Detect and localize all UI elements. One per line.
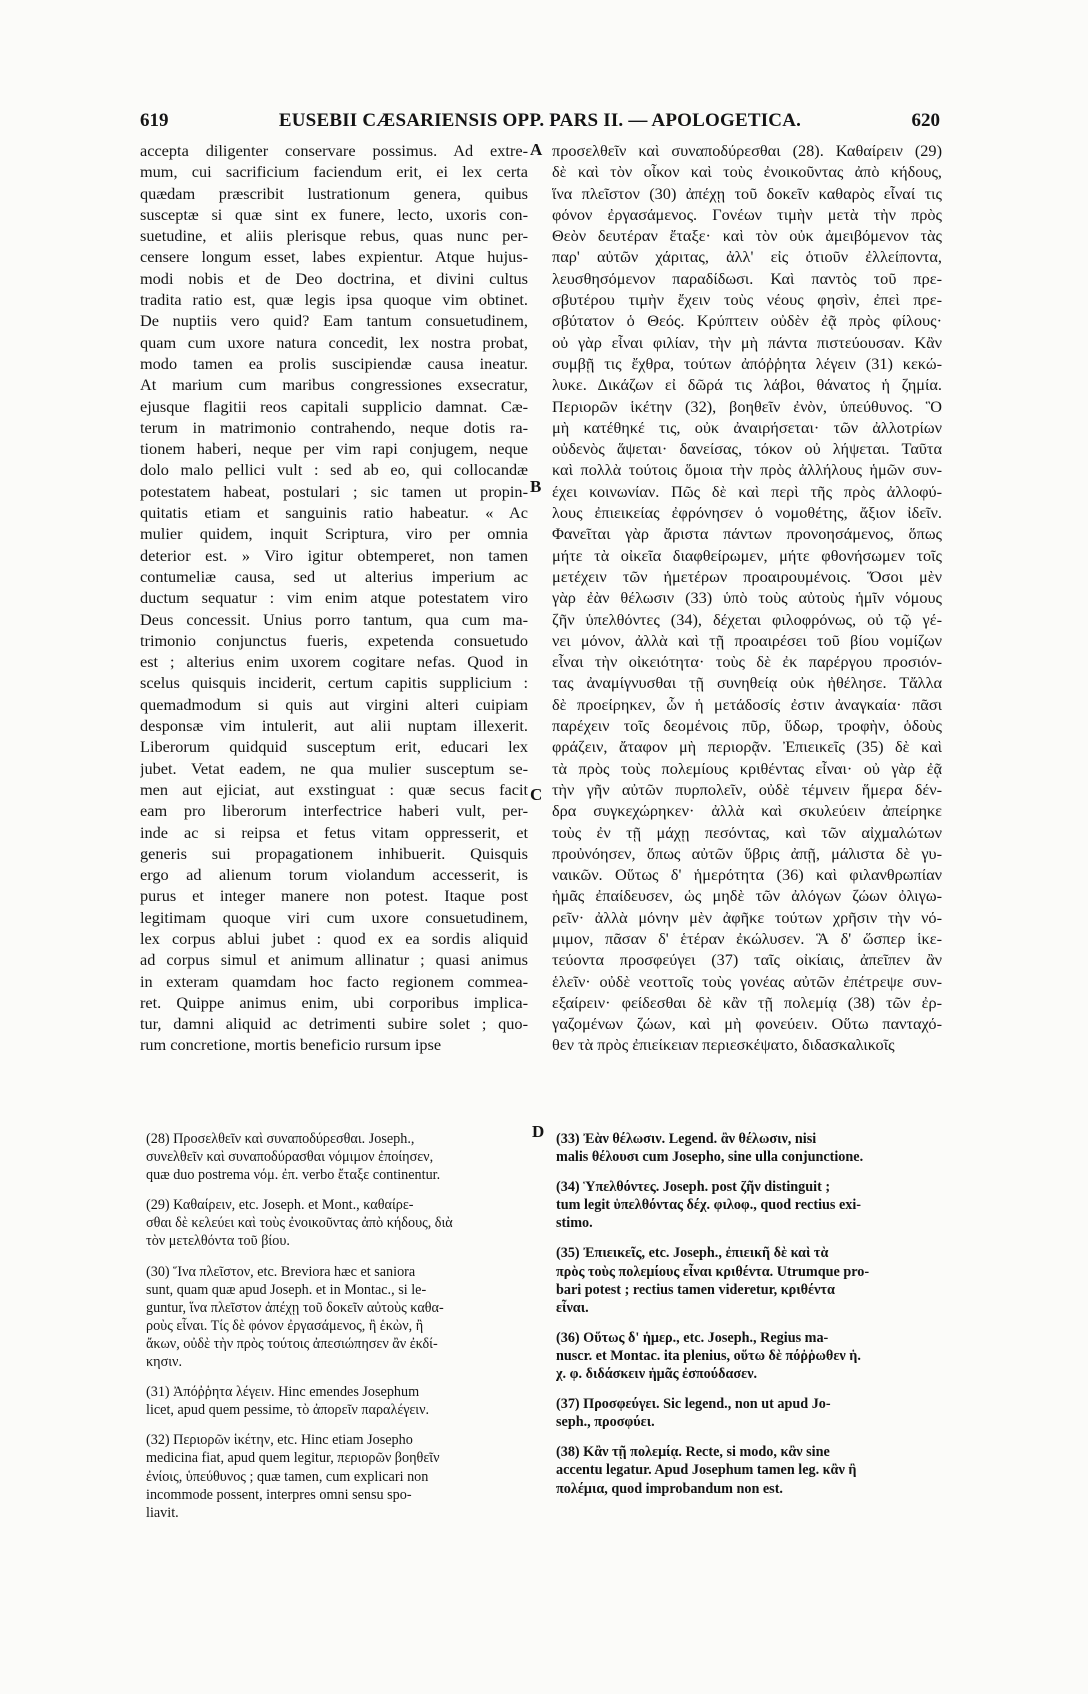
note-gap bbox=[556, 1431, 942, 1443]
note-gap bbox=[556, 1166, 942, 1178]
text-line: tur, damni aliquid ac detrimenti subire solet ; quo- bbox=[140, 1014, 528, 1034]
text-line: censere longum esset, labes expientur. Atque hujus- bbox=[140, 247, 528, 267]
footnote-line: ροὺς εἶναι. Τίς δὲ φόνον ἐργασάμενος, ἢ ἑκὼν, ἢ bbox=[146, 1317, 424, 1334]
text-line: ἑλεῖν· οὐδὲ νεοττοῖς τοὺς γονέας αὐτῶν ἐπέτρεψε συν- bbox=[552, 971, 942, 991]
text-line: προὐνόησεν, ὅπως αὐτῶν ὕβρις ἀπῇ, μάλιστα δὲ γυ- bbox=[552, 843, 942, 863]
section-marker-b: B bbox=[530, 477, 542, 496]
text-line: λους ἐπιεικείας ἐφρόνησεν ὁ νομοθέτης, ἄξιον ἰδεῖν. bbox=[552, 503, 942, 523]
footnote-line: stimo. bbox=[556, 1215, 593, 1232]
text-line: ναικῶν. Οὕτως δ' ἡμερότητα (36) καὶ φιλανθρωπίαν bbox=[552, 865, 942, 885]
text-line: lex corpus ablui jubet : quod ex ea sordis aliquid bbox=[140, 928, 528, 948]
text-line: έχει κοινωνίαν. Πῶς δὲ καὶ περὶ τῆς πρὸς ἀλλοφύ- bbox=[552, 481, 942, 501]
footnote-line: (36) Οὕτως δ' ἡμερ., etc. Joseph., Regius ma- bbox=[556, 1329, 829, 1346]
text-line: tionem haberi, neque per vim rapi conjugem, neque bbox=[140, 439, 528, 459]
text-line: dolo malo pellici vult : sed ab eo, qui collocandæ bbox=[140, 460, 528, 480]
footnote-line: sunt, quam quæ apud Joseph. et in Montac., si le- bbox=[146, 1281, 427, 1298]
footnote-line: medicina fiat, apud quem legitur, περιορῶν βοηθεῖν bbox=[146, 1450, 440, 1467]
footnote-line: seph., προσφύει. bbox=[556, 1414, 655, 1431]
footnote-line: liavit. bbox=[146, 1504, 179, 1521]
text-line: jubet. Vetat eadem, ne qua mulier susceptum se- bbox=[140, 758, 528, 778]
text-line: εἶναι τὴν οἰκειότητα· τοὺς δὲ ἐκ παρέργου προσιόν- bbox=[552, 652, 942, 672]
page-number-left: 619 bbox=[140, 110, 169, 131]
text-line: τεύοντα προσφεύγει (37) ταῖς οἰκίαις, ἀπεῖπεν ἂν bbox=[552, 950, 942, 970]
text-line: νει μόνον, ἀλλὰ καὶ τῇ προαιρέσει τοῦ βίου νομίζων bbox=[552, 630, 942, 650]
text-line: οὐ γὰρ εἶναι φιλίαν, τὴν μὴ πάντα πιστεύουσαν. Κἂν bbox=[552, 332, 942, 352]
text-line: παρέχειν τοῖς δεομένοις πῦρ, ὕδωρ, τροφὴν, ὁδοὺς bbox=[552, 716, 942, 736]
text-line: men aut ejiciat, aut exstinguat : quæ secus facit bbox=[140, 779, 528, 799]
text-line: μὴ κατέθηκέ τις, οὐκ ἀναιρήσεται· τῶν ἀλλοτρίων bbox=[552, 417, 942, 437]
text-line: Θεὸν δευτέραν ἔταξε· καὶ τὸν οὐκ ἀμειβόμενον τὰς bbox=[552, 226, 942, 246]
text-line: λευσθησόμενον παραδίδωσι. Καὶ παντὸς τοῦ πρε- bbox=[552, 268, 942, 288]
footnote-line: (38) Κἂν τῇ πολεμίᾳ. Recte, si modo, κἂν sine bbox=[556, 1444, 830, 1461]
text-line: modo tamen ea prolis suscipiendæ causa ineatur. bbox=[140, 353, 528, 373]
footnote bbox=[146, 1196, 530, 1250]
footnote-line: (29) Καθαίρειν, etc. Joseph. et Mont., καθαίρε- bbox=[146, 1197, 414, 1214]
footnotes-left bbox=[146, 1130, 530, 1522]
text-line: γὰρ ἐὰν θέλωσιν (33) ὑπὸ τοὺς αὐτοὺς ἡμῖν νόμους bbox=[552, 588, 942, 608]
text-line: inde ac si reipsa et fetus vitam oppresserit, et bbox=[140, 822, 528, 842]
footnote-line: πολέμια, quod improbandum non est. bbox=[556, 1480, 783, 1497]
text-line: quitatis etiam et sanguinis ratio habeatur. « Ac bbox=[140, 503, 528, 523]
footnote-line: nuscr. et Montac. ita plenius, οὕτω δὲ πόῤῥωθεν ἡ. bbox=[556, 1347, 861, 1364]
text-line: generis sui propagationem inhibuerit. Quisquis bbox=[140, 843, 528, 863]
text-line: δρα συγκεχώρηκεν· ἀλλὰ καὶ σκυλεύειν ἀπείρηκε bbox=[552, 801, 942, 821]
footnote bbox=[146, 1263, 530, 1372]
note-gap bbox=[556, 1232, 942, 1244]
text-line: γαζομένων ζώων, καὶ μὴ φονεύειν. Οὕτω πανταχό- bbox=[552, 1014, 942, 1034]
text-line: legitimam quoque viri cum uxore consuetudinem, bbox=[140, 907, 528, 927]
text-line: in exteram quamdam hoc facto regionem commea- bbox=[140, 971, 528, 991]
text-line: συμβῇ τις ἔχθρα, τούτων ἀπόῤῥητα λέγειν (31) κεκώ- bbox=[552, 353, 942, 373]
footnote-line: licet, apud quem pessime, τὸ ἀπορεῖν παραλέγειν. bbox=[146, 1402, 430, 1419]
footnote-line: bari potest ; rectius tamen videretur, κριθέντα bbox=[556, 1281, 835, 1298]
footnote-line: ἐνίοις, ὑπεύθυνος ; quæ tamen, cum explicari non bbox=[146, 1468, 429, 1485]
text-line: φράζειν, ἄταφον μὴ περιορᾷν. Ἐπιεικεῖς (35) δὲ καὶ bbox=[552, 737, 942, 757]
section-marker-d: D bbox=[532, 1122, 545, 1141]
footnote-line: σθαι δὲ κελεύει καὶ τοὺς ἐνοικοῦντας ἀπὸ κήδους, διὰ bbox=[146, 1215, 453, 1232]
footnote-line: συνελθεῖν καὶ συναποδύρασθαι νόμιμον ἐποίησεν, bbox=[146, 1149, 434, 1166]
text-line: quædam præscribit lustrationum genera, quibus bbox=[140, 183, 528, 203]
footnotes-right bbox=[556, 1130, 942, 1498]
note-gap bbox=[146, 1251, 530, 1263]
text-line: deterior est. » Viro igitur obtemperet, non tamen bbox=[140, 545, 528, 565]
text-line: purus et integer manere non potest. Itaque post bbox=[140, 886, 528, 906]
text-line: τὴν γῆν αὐτῶν πυρπολεῖν, οὐδὲ τέμνειν ἥμερα δέν- bbox=[552, 779, 942, 799]
text-line: tradita ratio est, quæ legis ipsa quoque vim obtinet. bbox=[140, 290, 528, 310]
section-marker-c: C bbox=[530, 785, 543, 804]
text-line: τοὺς ἐν τῇ μάχῃ πεσόντας, καὶ τῶν αἰχμαλώτων bbox=[552, 822, 942, 842]
footnote-line: τὸν μετελθόντα τοῦ βίου. bbox=[146, 1233, 290, 1250]
text-line: quemadmodum si quis aut virgini alteri cuipiam bbox=[140, 694, 528, 714]
text-line: δὲ καὶ τὸν οἶκον καὶ τοὺς ἐνοικοῦντας ἀπὸ κήδους, bbox=[552, 162, 942, 182]
text-line: trimonio conjunctus fueris, expetenda consuetudo bbox=[140, 630, 528, 650]
text-line: Deus concessit. Unius porro tantum, qua cum ma- bbox=[140, 609, 528, 629]
footnote-line: incommode possent, interpres omni sensu spo- bbox=[146, 1486, 412, 1503]
text-line: μιμον, πᾶσαν δ' ἑτέραν ἐκώλυσεν. Ἃ δ' ὥσπερ ἱκε- bbox=[552, 928, 942, 948]
text-line: εξαίρειν· φείδεσθαι δὲ κἂν τῇ πολεμίᾳ (38) τῶν ἐρ- bbox=[552, 992, 942, 1012]
text-line: rum concretione, mortis beneficio rursum ipse bbox=[140, 1035, 442, 1055]
text-line: ζῆν ὑπελθόντες (34), δέχεται φιλοφρόνως, οὐ τῷ γέ- bbox=[552, 609, 942, 629]
text-line: terum in matrimonio contrahendo, neque dotis ra- bbox=[140, 417, 528, 437]
page-header bbox=[140, 110, 940, 140]
text-line: mum, cui sacrificium faciendum erit, ei lex certa bbox=[140, 162, 528, 182]
text-line: suetudine, et aliis plerisque rebus, quas nunc per- bbox=[140, 226, 528, 246]
text-line: προσελθεῖν καὶ συναποδύρεσθαι (28). Καθαίρειν (29) bbox=[552, 141, 942, 160]
text-line: desponsæ vim intulerit, aut alii nuptam illexerit. bbox=[140, 716, 528, 736]
footnote bbox=[556, 1244, 942, 1316]
footnote-line: χ. φ. διδάσκειν ἡμᾶς ἐσπούδασεν. bbox=[556, 1366, 758, 1383]
footnote bbox=[146, 1383, 530, 1419]
footnote bbox=[556, 1395, 942, 1431]
footnote bbox=[556, 1130, 942, 1166]
footnote-line: (31) Ἀπόῤῥητα λέγειν. Hinc emendes Josephum bbox=[146, 1384, 420, 1401]
text-line: οὐδενὸς ἅψεται· δανείσας, τόκον οὐ λήψεται. Ταῦτα bbox=[552, 439, 942, 459]
text-line: θεν τὰ πρὸς ἐπιείκειαν περιεσκέψατο, διδασκαλικοῖς bbox=[552, 1035, 895, 1055]
section-marker-a: A bbox=[530, 140, 543, 159]
greek-column bbox=[552, 140, 942, 1056]
footnote bbox=[146, 1431, 530, 1521]
text-line: Liberorum quidquid susceptum erit, educari lex bbox=[140, 737, 528, 757]
footnote-line: (34) Ὑπελθόντες. Joseph. post ζῆν distinguit ; bbox=[556, 1179, 831, 1196]
note-gap bbox=[556, 1383, 942, 1395]
text-line: accepta diligenter conservare possimus. Ad extre- bbox=[140, 141, 528, 160]
text-line: σβυτέρου τιμὴν ἔχειν τοὺς νέους φησὶν, ἐπεὶ πρε- bbox=[552, 290, 942, 310]
text-line: At marium cum maribus congressiones exsecratur, bbox=[140, 375, 528, 395]
text-line: scelus quisquis inciderit, certum capitis supplicium : bbox=[140, 673, 528, 693]
footnote-line: (35) Ἐπιεικεῖς, etc. Joseph., ἐπιεικῆ δὲ καὶ τὰ bbox=[556, 1245, 829, 1262]
note-gap bbox=[146, 1419, 530, 1431]
footnote-line: (37) Προσφεύγει. Sic legend., non ut apud Jo- bbox=[556, 1396, 831, 1413]
footnote-line: tum legit ὑπελθόντας δέχ. φιλοφ., quod rectius exi- bbox=[556, 1197, 862, 1214]
footnote bbox=[556, 1443, 942, 1497]
note-gap bbox=[556, 1317, 942, 1329]
text-line: Περιορῶν ἱκέτην (32), βοηθεῖν ἐνὸν, ὑπεύθυνος. Ὃ bbox=[552, 396, 942, 416]
text-line: mulier quidem, inquit Scriptura, viro per omnia bbox=[140, 524, 528, 544]
text-line: modi nobis et de Deo doctrina, et divini cultus bbox=[140, 268, 528, 288]
footnote-line: (30) Ἵνα πλεῖστον, etc. Breviora hæc et saniora bbox=[146, 1263, 416, 1280]
page-number-right: 620 bbox=[911, 110, 940, 131]
text-line: ductum sequatur : vim enim atque potestatem viro bbox=[140, 588, 528, 608]
text-line: μετέχειν τῶν ἡμετέρων προαιρουμένοις. Ὅσοι μὲν bbox=[552, 566, 942, 586]
footnote-line: εἶναι. bbox=[556, 1299, 589, 1316]
footnote-line: malis θέλουσι cum Josepho, sine ulla conjunctione. bbox=[556, 1149, 864, 1166]
text-line: potestatem habeat, postulari ; sic tamen ut propin- bbox=[140, 481, 528, 501]
footnote bbox=[556, 1329, 942, 1383]
text-line: λυκε. Δικάζων εἰ δῶρά τις λάβοι, θάνατος ἡ ζημία. bbox=[552, 375, 942, 395]
footnote bbox=[556, 1178, 942, 1232]
text-line: τὰ πρὸς τοὺς πολεμίους κριθέντας εἶναι· οὐ γὰρ ἐᾷ bbox=[552, 758, 942, 778]
text-line: ρεῖν· ἀλλὰ μόνην μὲν ἀφῆκε τούτων χρῆσιν τὴν νό- bbox=[552, 907, 942, 927]
text-line: δὲ προείρηκεν, ὧν ἡ μετάδοσίς ἐστιν ἀναγκαία· πᾶσι bbox=[552, 694, 942, 714]
text-line: eam pro liberorum interfectrice haberi vult, per- bbox=[140, 801, 528, 821]
text-line: ret. Quippe animus enim, ubi corporibus implica- bbox=[140, 992, 528, 1012]
text-line: φόνον ἐργασάμενος. Γονέων τιμὴν μετὰ τὴν πρὸς bbox=[552, 204, 942, 224]
footnote-line: (32) Περιορῶν ἱκέτην, etc. Hinc etiam Josepho bbox=[146, 1432, 413, 1449]
text-line: ἡμᾶς ἐπαίδευσεν, ὡς μηδὲ τῶν ἀλόγων ζώων ὀλιγω- bbox=[552, 886, 942, 906]
text-line: μήτε τὰ οἰκεῖα διαφθείρωμεν, μήτε φθονήσωμεν τοῖς bbox=[552, 545, 942, 565]
text-line: σβύτατον ὁ Θεός. Κρύπτειν οὐδὲν ἐᾷ πρὸς φίλους· bbox=[552, 311, 942, 331]
text-line: De nuptiis vero quid? Eam tantum consuetudinem, bbox=[140, 311, 528, 331]
footnote-line: πρὸς τοὺς πολεμίους εἶναι κριθέντα. Utrumque pro- bbox=[556, 1263, 870, 1280]
footnote-line: quæ duo postrema νόμ. ἐπ. verbo ἔταξε continentur. bbox=[146, 1167, 441, 1184]
text-line: est ; alterius enim uxorem cogitare nefas. Quod in bbox=[140, 652, 528, 672]
footnote-line: κησιν. bbox=[146, 1354, 182, 1371]
text-line: ergo ad alienum torum violandum accesserit, is bbox=[140, 865, 528, 885]
footnote-line: ἄκων, οὐδὲ τὴν πρὸς τούτοις ἀπεσιώπησεν ἂν ἐκδί- bbox=[146, 1335, 438, 1352]
text-line: παρ' αὐτῶν χάριτας, ἀλλ' εἰς ὁτιοῦν ἐλλείποντα, bbox=[552, 247, 942, 267]
text-line: Φανεῖται γὰρ ἄριστα πάντων προνοησάμενος, ὅπως bbox=[552, 524, 942, 544]
latin-column bbox=[140, 140, 528, 1056]
text-line: quam cum uxore natura concedit, lex nostra probat, bbox=[140, 332, 528, 352]
text-line: καὶ πολλὰ τούτοις ὅμοια τὴν πρὸς ἀλλήλους ἡμῶν συν- bbox=[552, 460, 942, 480]
text-line: susceptæ si quæ sint ex funere, lecto, uxoris con- bbox=[140, 204, 528, 224]
text-line: contumeliæ causa, sed ut alterius imperium ac bbox=[140, 566, 528, 586]
text-line: ad corpus simul et animum allinatur ; quasi animus bbox=[140, 950, 528, 970]
text-line: ἵνα πλεῖστον (30) ἀπέχῃ τοῦ δοκεῖν καθαρὸς εἶναί τις bbox=[552, 183, 942, 203]
running-title: EUSEBII CÆSARIENSIS OPP. PARS II. — APOLOGETICA. bbox=[278, 110, 802, 131]
footnote-line: (33) Ἐὰν θέλωσιν. Legend. ἂν θέλωσιν, nisi bbox=[556, 1131, 817, 1147]
footnote-line: guntur, ἵνα πλεῖστον ἀπέχῃ τοῦ δοκεῖν αὐτοὺς καθα- bbox=[146, 1299, 444, 1316]
note-gap bbox=[146, 1184, 530, 1196]
text-line: τας ἀναμίγνυσθαι τῇ συνηθείᾳ οὐκ ἠθέλησε. Τἄλλα bbox=[552, 673, 942, 693]
note-gap bbox=[146, 1371, 530, 1383]
text-line: ejusque flagitii reos capitali supplicio damnat. Cæ- bbox=[140, 396, 528, 416]
footnote bbox=[146, 1130, 530, 1184]
footnote-line: accentu legatur. Apud Josephum tamen leg. κἂν ἢ bbox=[556, 1462, 857, 1479]
footnote-line: (28) Προσελθεῖν καὶ συναποδύρεσθαι. Joseph., bbox=[146, 1131, 415, 1147]
